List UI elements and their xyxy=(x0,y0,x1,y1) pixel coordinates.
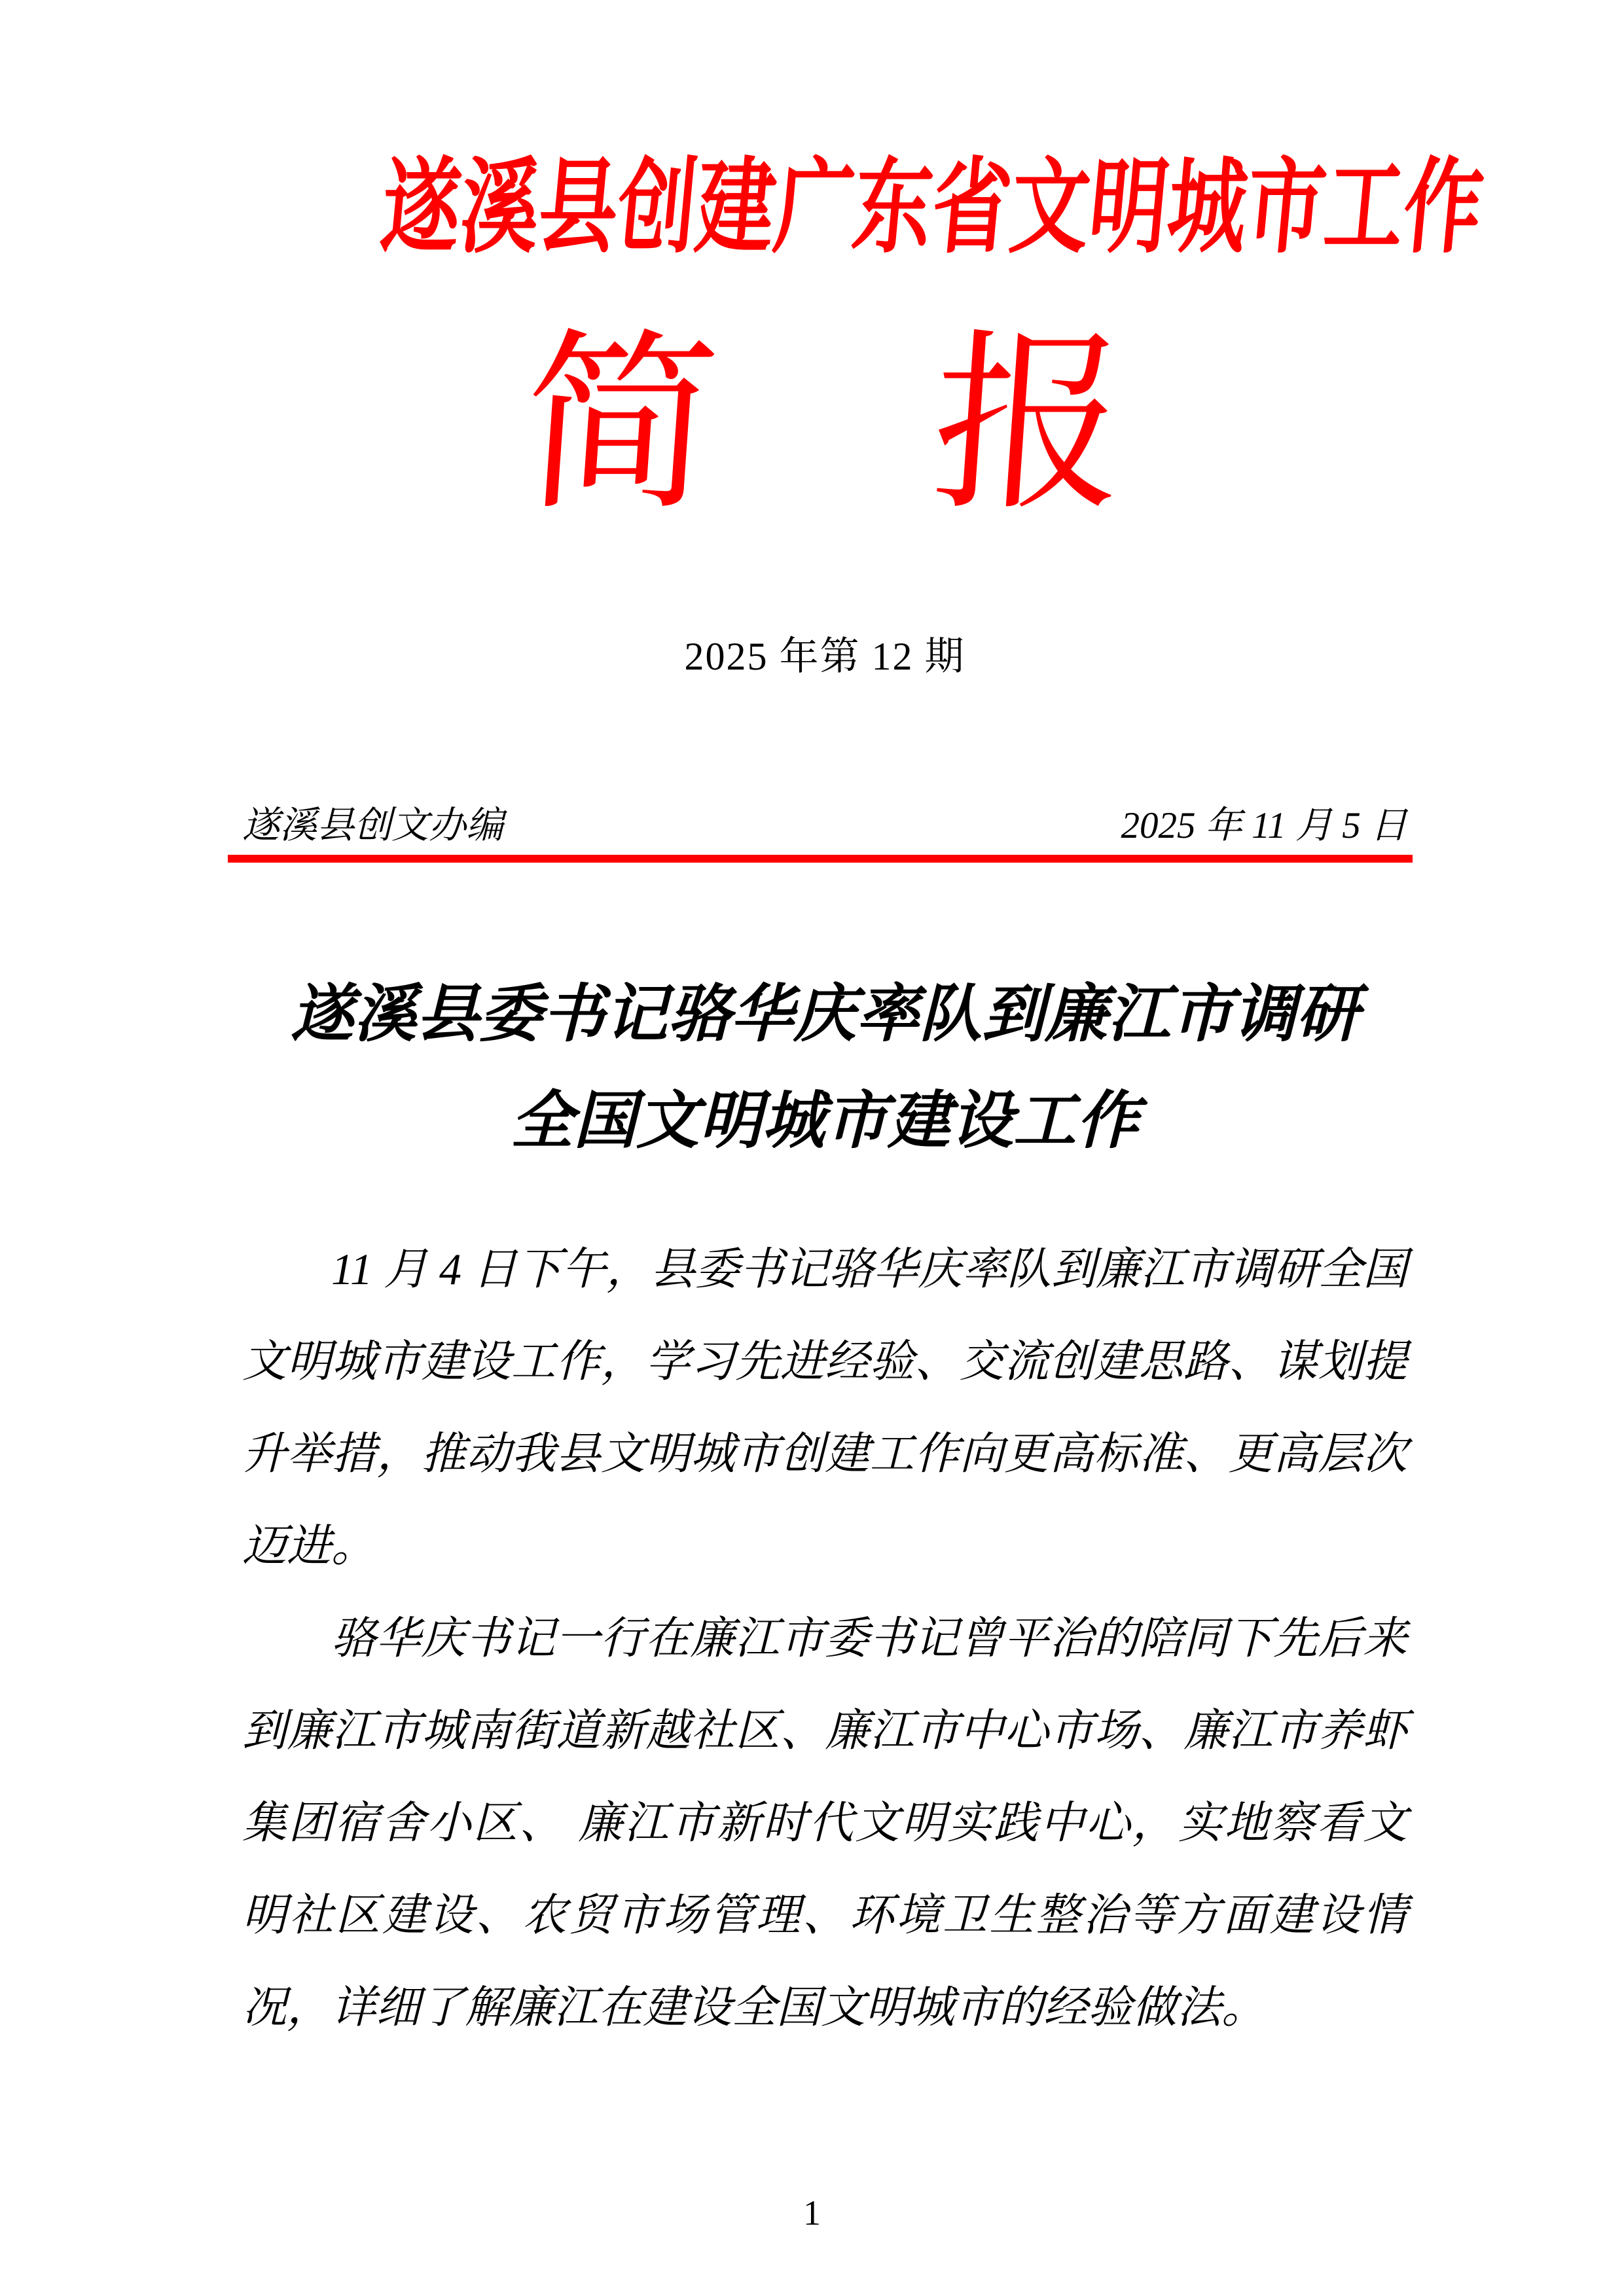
article-body xyxy=(242,1223,1407,2054)
editor-label: 遂溪县创文办编 xyxy=(242,805,503,846)
issue-number-line: 2025 年第 12 期 xyxy=(684,635,965,678)
article-title xyxy=(242,961,1407,1174)
content-area xyxy=(242,151,1488,2054)
page-number: 1 xyxy=(803,2193,821,2233)
article-title-line-1: 遂溪县委书记骆华庆率队到廉江市调研 xyxy=(291,979,1359,1049)
masthead-title: 遂溪县创建广东省文明城市工作 xyxy=(376,151,1488,266)
brief-char-jian: 简 xyxy=(516,319,725,533)
body-paragraph-1: 11 月 4 日下午，县委书记骆华庆率队到廉江市调研全国文明城市建设工作，学习先进经验、交流创建思路、谋划提升举措，推动我县文明城市创建工作向更高标准、更高层次迈进。 xyxy=(242,1244,1407,1571)
editor-date-row xyxy=(242,807,1407,844)
article-title-line-2: 全国文明城市建设工作 xyxy=(511,1086,1139,1156)
red-divider-rule xyxy=(228,855,1413,863)
masthead-brief xyxy=(236,319,1415,533)
body-paragraph-2: 骆华庆书记一行在廉江市委书记曾平治的陪同下先后来到廉江市城南街道新越社区、廉江市中心市场、廉江市养虾集团宿舍小区、 廉江市新时代文明实践中心，实地察看文明社区建设、农贸市场管理、环境卫生整治等方面建设情况，详细了解廉江在建设全国文明城市的经验做法。 xyxy=(242,1613,1407,2032)
publish-date: 2025 年 11 月 5 日 xyxy=(1121,805,1407,846)
brief-char-bao: 报 xyxy=(925,319,1134,533)
